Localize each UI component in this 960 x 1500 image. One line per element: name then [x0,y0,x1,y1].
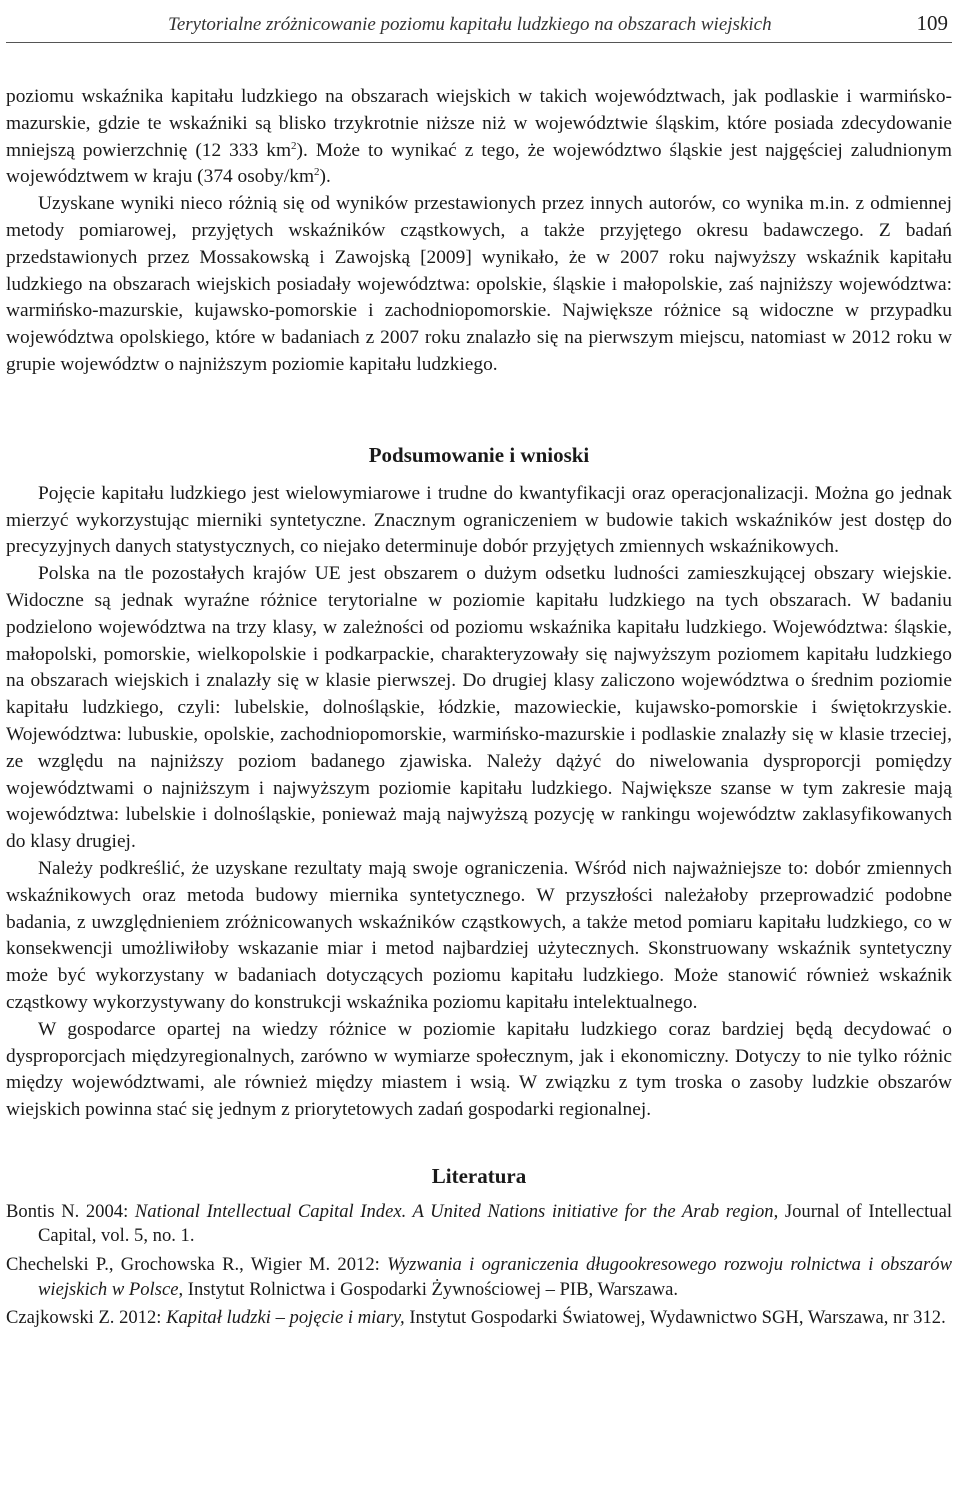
body-paragraph: poziomu wskaźnika kapitału ludzkiego na obszarach wiejskich w takich województwach, jak podlaskie i warmińsko-mazurskie, gdzie te wskaźniki są blisko trzykrotnie niższe niż w województwie śląskim, które posiada zdecydowanie mniejszą powierzchnię (12 333 $km^2$). Może to wynikać z tego, że województwo śląskie jest najgęściej zaludnionym województwem w kraju (374 osoby/$km^2$). [6,86,952,188]
body-paragraph: Należy podkreślić, że uzyskane rezultaty mają swoje ograniczenia. Wśród nich najważniejsze to: dobór zmiennych wskaźnikowych oraz metoda budowy miernika syntetycznego. W przyszłości należałoby przeprowadzić podobne badania, z uwzględnieniem zróżnicowanych wskaźników cząstkowych, a także metod pomiaru kapitału ludzkiego, co w konsekwencji umożliwiłoby wskazanie miar i metod najbardziej użytecznych. Skonstruowany wskaźnik syntetyczny może być wykorzystany w badaniach dotyczących poziomu kapitału ludzkiego. Może stanowić również wskaźnik cząstkowy wykorzystywany do konstrukcji wskaźnika poziomu kapitału intelektualnego. [6,857,952,1013]
body-paragraph: Pojęcie kapitału ludzkiego jest wielowymiarowe i trudne do kwantyfikacji oraz operacjonalizacji. Można go jednak mierzyć wykorzystując mierniki syntetyczne. Znacznym ograniczeniem w budowie takich wskaźników jest dostęp do precyzyjnych danych statystycznych, co niejako determinuje dobór przyjętych zmiennych wskaźnikowych. [6,482,952,558]
body-paragraph: W gospodarce opartej na wiedzy różnice w poziomie kapitału ludzkiego coraz bardziej będą decydować o dysproporcjach międzyregionalnych, zarówno w wymiarze społecznym, jak i ekonomiczny. Dotyczy to nie tylko różnic między województwami, ale również między miastem i wsią. W związku z tym troska o zasoby ludzkie obszarów wiejskich powinna stać się jednym z priorytetowych zadań gospodarki regionalnej. [6,1018,952,1121]
reference-entry: Chechelski P., Grochowska R., Wigier M. 2012: Wyzwania i ograniczenia długookresowego rozwoju rolnictwa i obszarów wiejskich w Polsce, Instytut Rolnictwa i Gospodarki Żywnościowej – PIB, Warszawa. [6,1254,952,1300]
body-paragraph: Uzyskane wyniki nieco różnią się od wyników przestawionych przez innych autorów, co wynika m.in. z odmiennej metody pomiarowej, przyjętych wskaźników cząstkowych, a także przyjętego okresu badawczego. Z badań przedstawionych przez Mossakowską i Zawojską [2009] wynikało, że w 2007 roku najwyższy wskaźnik kapitału ludzkiego na obszarach wiejskich posiadały województwa: opolskie, śląskie i małopolskie, zaś najniższy województwa: warmińsko-mazurskie, kujawsko-pomorskie i zachodniopomorskie. Największe różnice są widoczne w przypadku województwa opolskiego, które w badaniach z 2007 roku znalazło się na pierwszym miejscu, natomiast w 2012 roku w grupie województw o najniższym poziomie kapitału ludzkiego. [6,193,952,375]
section-heading-summary: Podsumowanie i wnioski [368,442,590,467]
superscript: 2 [291,139,297,152]
reference-entry: Czajkowski Z. 2012: Kapitał ludzki – pojęcie i miary, Instytut Gospodarki Światowej, Wydawnictwo SGH, Warszawa, nr 312. [6,1307,946,1329]
reference-title: Kapitał ludzki – pojęcie i miary, [166,1307,405,1329]
section-heading-literature: Literatura [431,1163,527,1188]
body-paragraph: Polska na tle pozostałych krajów UE jest obszarem o dużym odsetku ludności zamieszkującej obszary wiejskie. Widoczne są jednak wyraźne różnice terytorialne w poziomie kapitału ludzkiego na tych obszarach. W badaniu podzielono województwa na trzy klasy, w zależności od poziomu wskaźnika kapitału ludzkiego. Województwa: śląskie, małopolski, pomorskie, wielkopolskie i podkarpackie, charakteryzowały się najwyższym poziomem kapitału ludzkiego na obszarach wiejskich i znalazły się w klasie pierwszej. Do drugiej klasy zaliczono województwa o średnim poziomie kapitału ludzkiego, czyli: lubelskie, dolnośląskie, łódzkie, mazowieckie, kujawsko-pomorskie i świętokrzyskie. Województwa: lubuskie, opolskie, zachodniopomorskie, warmińsko-mazurskie i podlaskie znalazły się w klasie trzeciej, ze względu na najniższy poziom badanego zjawiska. Należy dążyć do niwelowania dysproporcji pomiędzy województwami o najniższym i najwyższym poziomie kapitału ludzkiego. Największe szanse w tym zakresie mają województwa: lubelskie i dolnośląskie, ponieważ mają najwyższą pozycję w rankingu województw zaklasyfikowanych do klasy drugiej. [6,563,952,853]
page-content [6,84,952,1335]
reference-entry: Bontis N. 2004: National Intellectual Capital Index. A United Nations initiative for the Arab region, Journal of Intellectual Capital, vol. 5, no. 1. [6,1200,952,1247]
running-title: Terytorialne zróżnicowanie poziomu kapitału ludzkiego na obszarach wiejskich [168,14,772,35]
superscript: 2 [314,166,320,179]
reference-title: Wyzwania i ograniczenia długookresowego rozwoju rolnictwa i obszarów wiejskich w Polsce [38,1254,952,1300]
page-number: 109 [916,11,948,35]
reference-title: National Intellectual Capital Index. A United Nations initiative for the Arab region [134,1200,774,1222]
running-header [6,0,952,43]
